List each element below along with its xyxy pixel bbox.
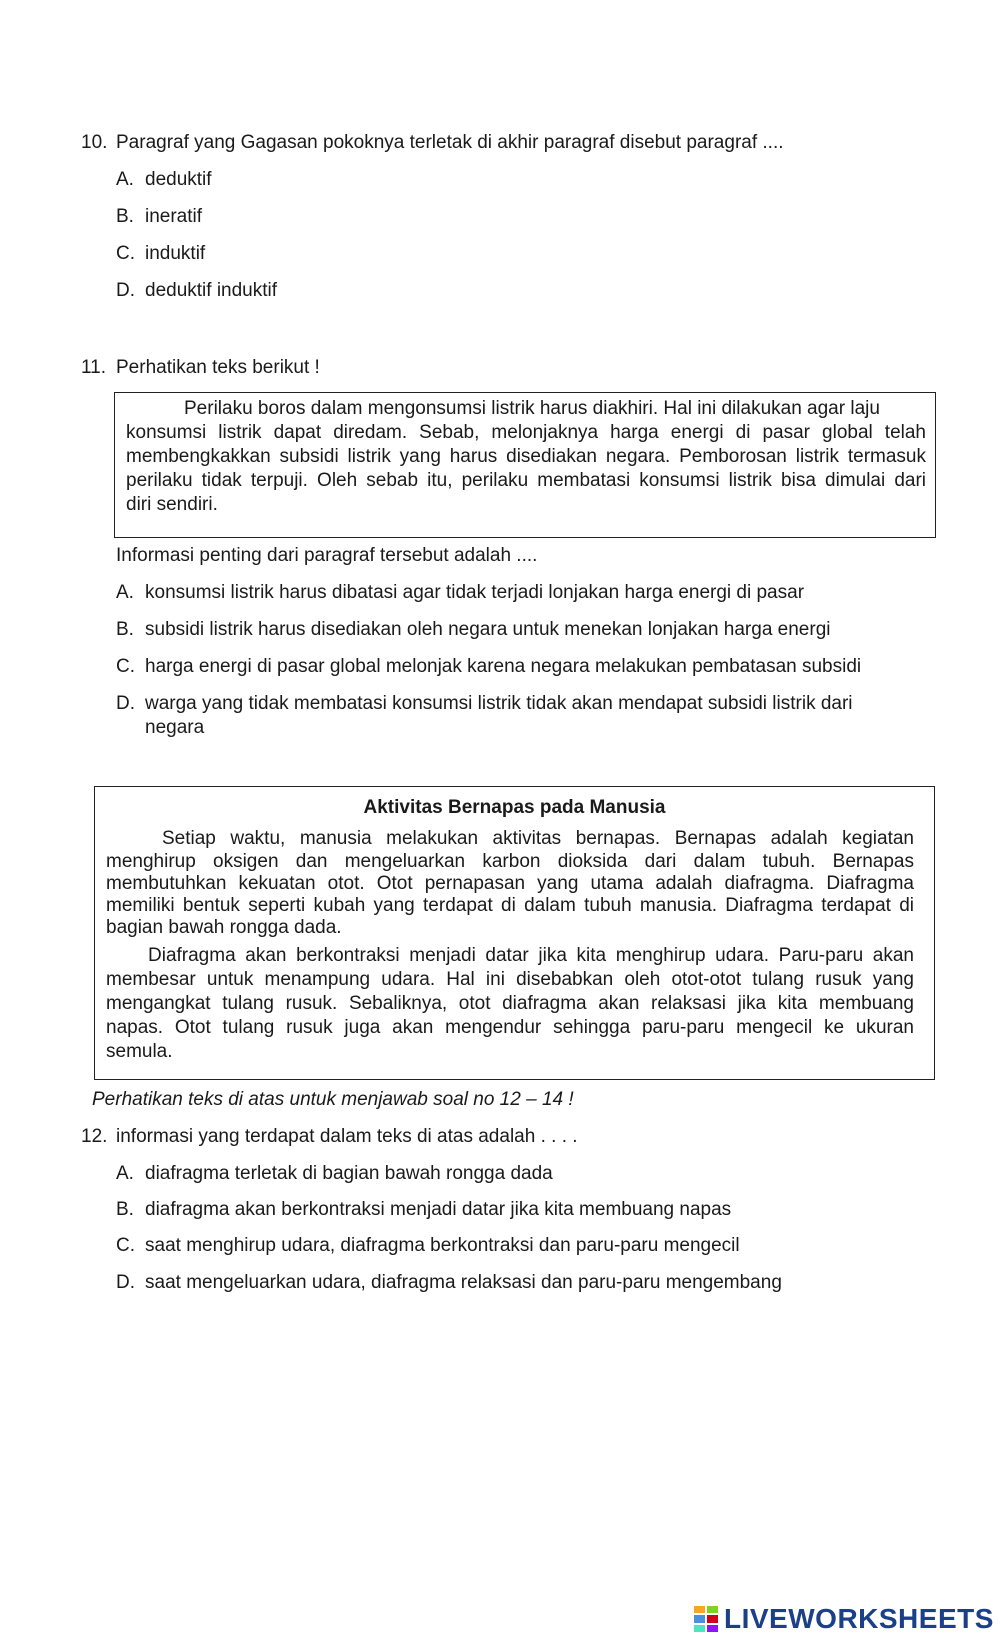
q11-instruction: Perhatikan teks berikut ! (116, 357, 320, 378)
liveworksheets-logo-text: LIVEWORKSHEETS (724, 1603, 994, 1634)
q12-option-a[interactable]: diafragma terletak di bagian bawah rongga dada (145, 1163, 553, 1184)
breathing-passage-line-10: semula. (106, 1041, 173, 1062)
q11-option-d-continued[interactable]: negara (145, 717, 205, 738)
q12-option-c-letter[interactable]: C. (116, 1235, 135, 1256)
q10-number: 10. (81, 132, 108, 153)
q10-option-a-letter[interactable]: A. (116, 169, 134, 190)
breathing-passage-line-4: memiliki bentuk seperti kubah yang terdapat di dalam tubuh manusia. Diafragma terdapat di (106, 895, 914, 916)
q10-option-c-letter[interactable]: C. (116, 243, 135, 264)
q11-option-b-letter[interactable]: B. (116, 619, 134, 640)
q11-option-b[interactable]: subsidi listrik harus disediakan oleh negara untuk menekan lonjakan harga energi (145, 619, 831, 640)
q12-option-c[interactable]: saat menghirup udara, diafragma berkontraksi dan paru-paru mengecil (145, 1235, 740, 1256)
q11-passage-line-4: perilaku tidak terpuji. Oleh sebab itu, perilaku membatasi konsumsi listrik bisa dimulai dari (126, 470, 926, 491)
q10-option-c[interactable]: induktif (145, 243, 206, 264)
q12-number: 12. (81, 1126, 108, 1147)
q11-option-a-letter[interactable]: A. (116, 582, 134, 603)
q10-option-b[interactable]: ineratif (145, 206, 203, 227)
q12-question: informasi yang terdapat dalam teks di atas adalah . . . . (116, 1126, 578, 1147)
q11-passage-line-3: membengkakkan subsidi listrik yang harus disediakan negara. Pemborosan listrik termasuk (126, 446, 926, 467)
q10-option-a[interactable]: deduktif (145, 169, 212, 190)
q11-option-c[interactable]: harga energi di pasar global melonjak karena negara melakukan pembatasan subsidi (145, 656, 862, 677)
breathing-passage-line-7: membesar untuk menampung udara. Hal ini disebabkan oleh otot-otot tulang rusuk yang (106, 969, 914, 990)
passage-instruction-note: Perhatikan teks di atas untuk menjawab soal no 12 – 14 ! (92, 1089, 574, 1110)
breathing-passage-line-1: Setiap waktu, manusia melakukan aktivitas bernapas. Bernapas adalah kegiatan (162, 828, 914, 849)
q11-passage-line-2: konsumsi listrik dapat diredam. Sebab, melonjaknya harga energi di pasar global telah (126, 422, 926, 443)
breathing-passage-title: Aktivitas Bernapas pada Manusia (363, 797, 666, 818)
q11-option-c-letter[interactable]: C. (116, 656, 135, 677)
q12-option-d[interactable]: saat mengeluarkan udara, diafragma relaksasi dan paru-paru mengembang (145, 1272, 782, 1293)
q12-option-a-letter[interactable]: A. (116, 1163, 134, 1184)
breathing-passage-line-2: menghirup oksigen dan mengeluarkan karbon dioksida dari dalam tubuh. Bernapas (106, 851, 914, 872)
q10-option-d[interactable]: deduktif induktif (145, 280, 278, 301)
q11-question: Informasi penting dari paragraf tersebut adalah .... (116, 545, 538, 566)
breathing-passage-line-5: bagian bawah rongga dada. (106, 917, 342, 938)
q11-passage-line-5: diri sendiri. (126, 494, 218, 515)
q11-number: 11. (81, 357, 107, 378)
breathing-passage-line-9: napas. Otot tulang rusuk juga akan mengendur sehingga paru-paru mengecil ke ukuran (106, 1017, 914, 1038)
breathing-passage-line-6: Diafragma akan berkontraksi menjadi datar jika kita menghirup udara. Paru-paru akan (148, 945, 914, 966)
q12-option-d-letter[interactable]: D. (116, 1272, 135, 1293)
q11-option-d[interactable]: warga yang tidak membatasi konsumsi listrik tidak akan mendapat subsidi listrik dari (145, 693, 853, 714)
q11-passage-line-1: Perilaku boros dalam mengonsumsi listrik harus diakhiri. Hal ini dilakukan agar laju (184, 398, 880, 419)
q10-option-b-letter[interactable]: B. (116, 206, 134, 227)
liveworksheets-logo-icon (694, 1606, 718, 1632)
q10-question: Paragraf yang Gagasan pokoknya terletak di akhir paragraf disebut paragraf .... (116, 132, 784, 153)
q11-option-d-letter[interactable]: D. (116, 693, 135, 714)
liveworksheets-logo (694, 1603, 994, 1635)
q10-option-d-letter[interactable]: D. (116, 280, 135, 301)
q11-option-a[interactable]: konsumsi listrik harus dibatasi agar tidak terjadi lonjakan harga energi di pasar (145, 582, 805, 603)
breathing-passage-line-8: mengangkat tulang rusuk. Sebaliknya, otot diafragma akan relaksasi jika kita membuang (106, 993, 914, 1014)
q12-option-b-letter[interactable]: B. (116, 1199, 134, 1220)
breathing-passage-line-3: membutuhkan kekuatan otot. Otot pernapasan yang utama adalah diafragma. Diafragma (106, 873, 914, 894)
q12-option-b[interactable]: diafragma akan berkontraksi menjadi datar jika kita membuang napas (145, 1199, 732, 1220)
